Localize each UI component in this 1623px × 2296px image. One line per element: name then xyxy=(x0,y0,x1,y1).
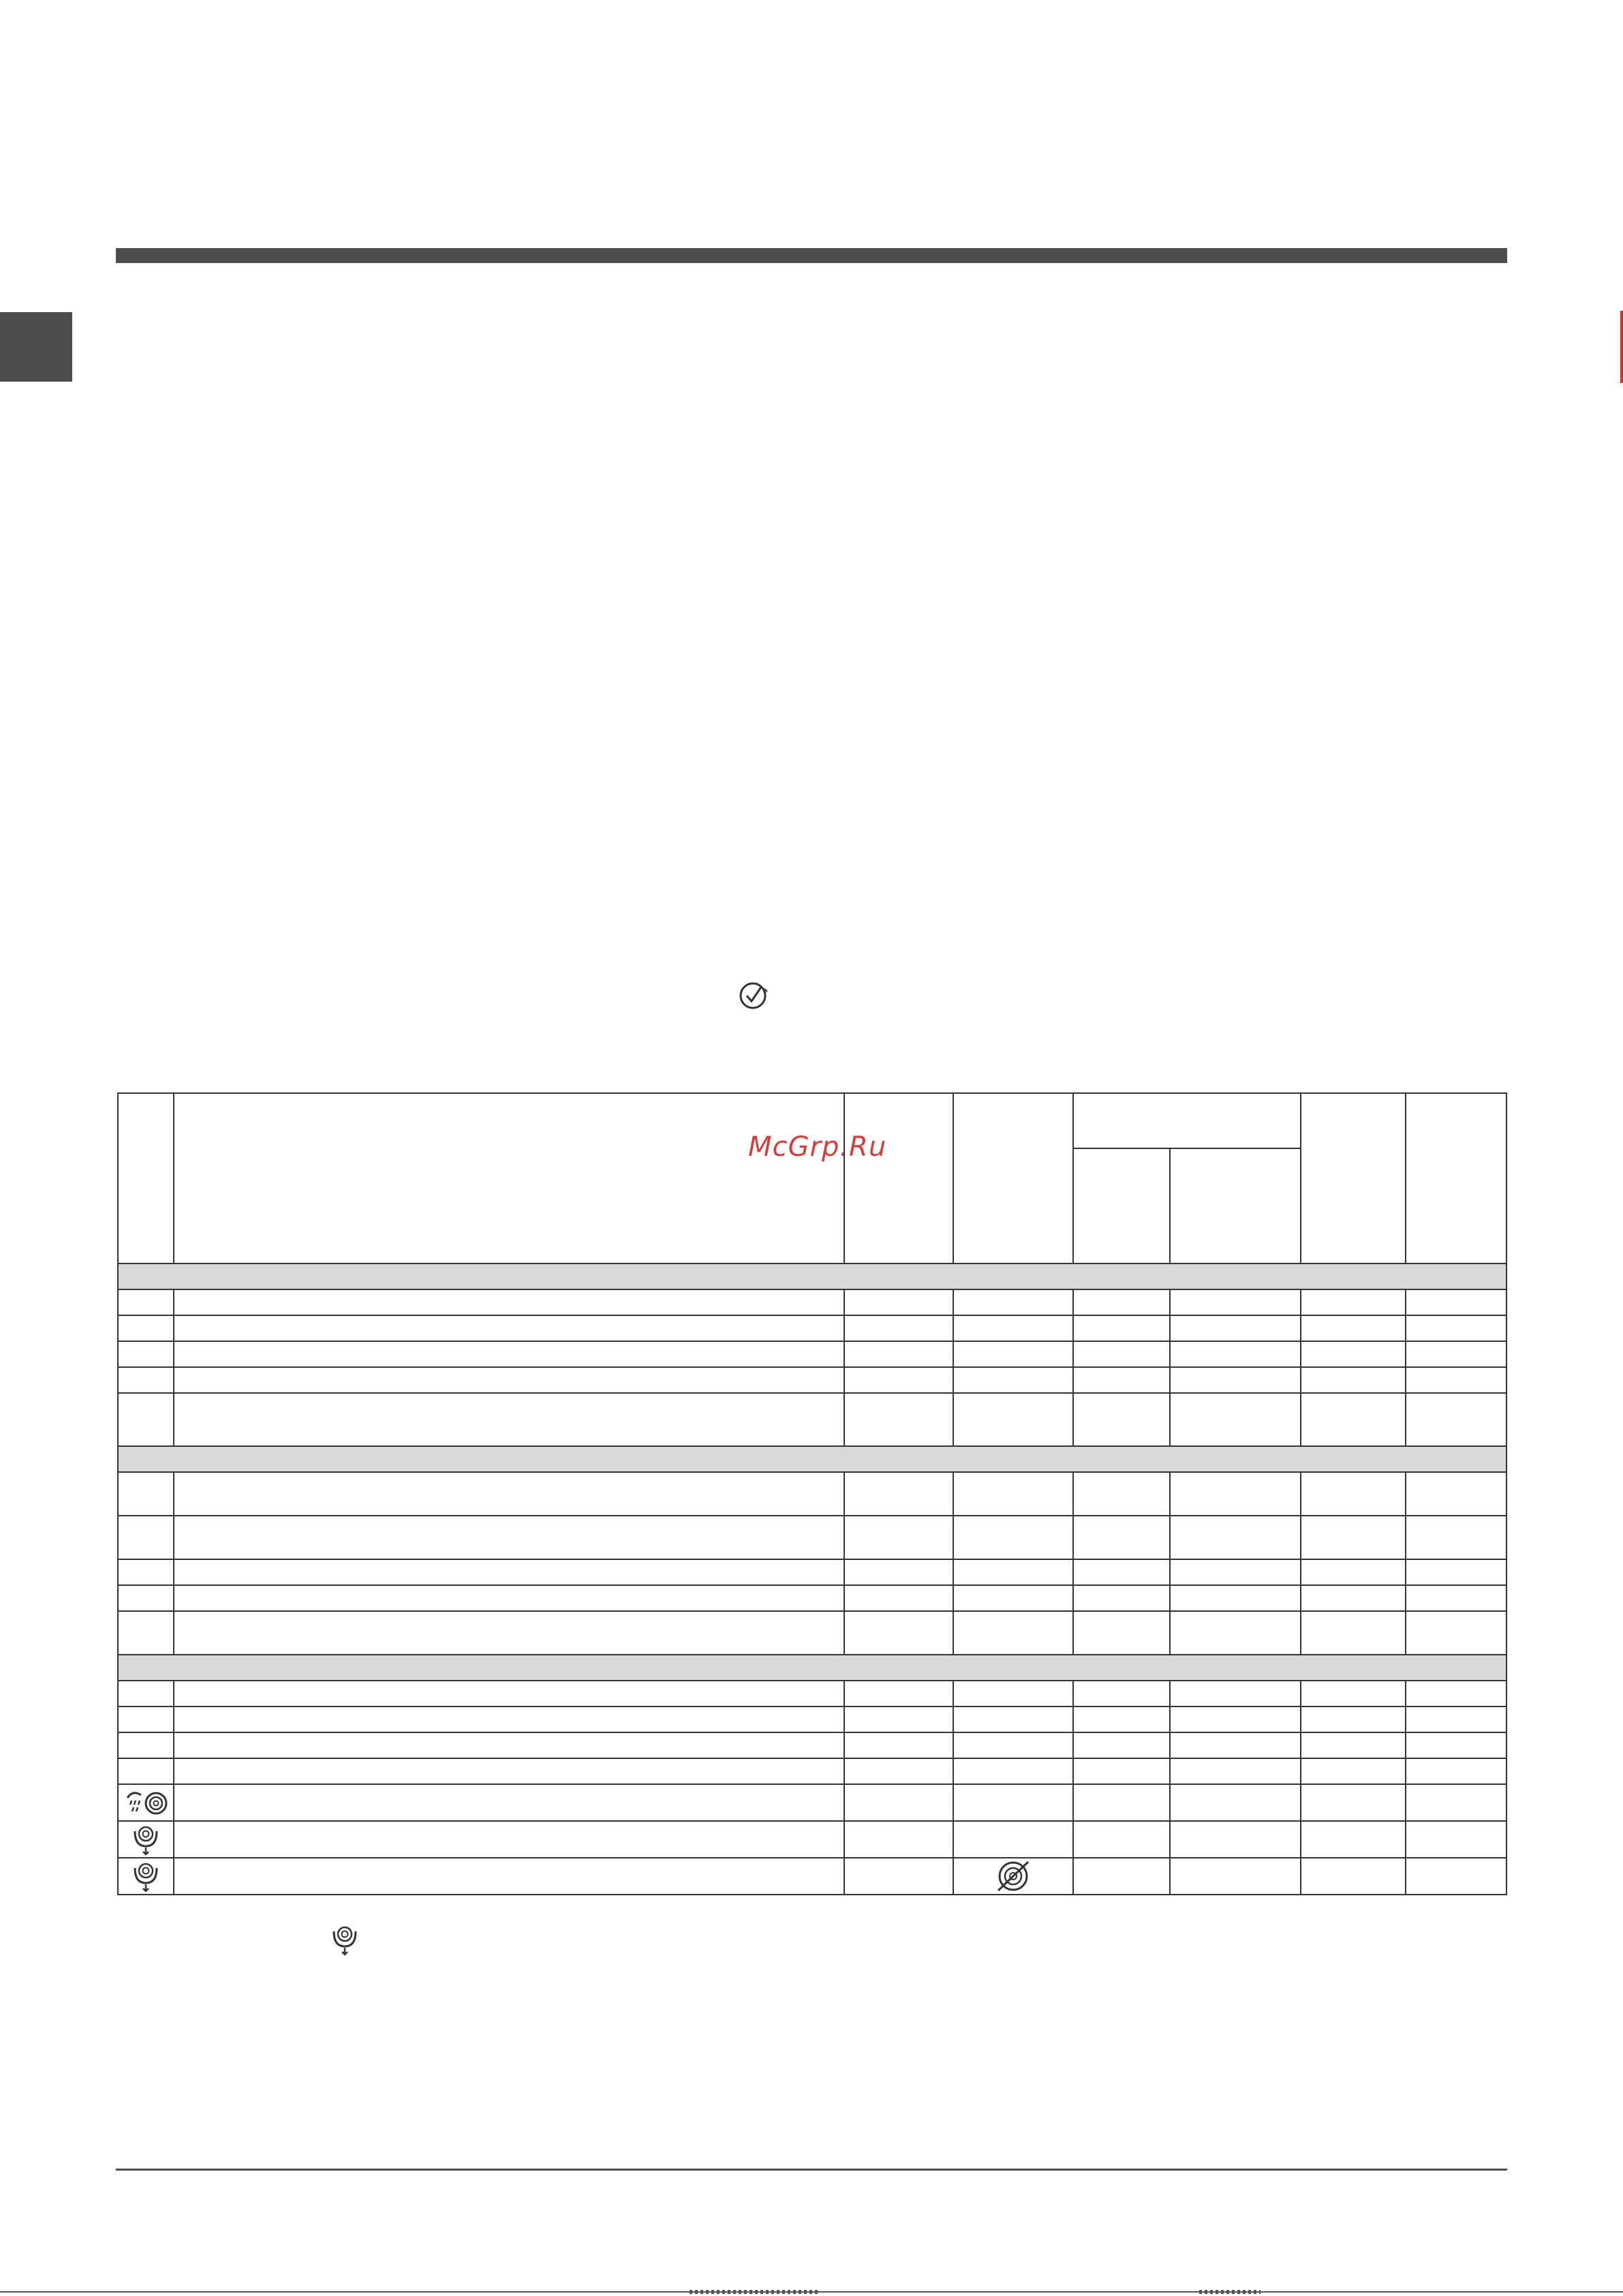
table-row xyxy=(118,1821,1506,1858)
table-row xyxy=(118,1341,1506,1367)
table-row xyxy=(118,1289,1506,1315)
edge-marker xyxy=(1620,311,1623,383)
header-cell xyxy=(1170,1148,1301,1264)
header-cell xyxy=(844,1093,953,1264)
header-rule xyxy=(116,248,1507,263)
spiral-drain-icon xyxy=(330,1923,360,1956)
table-row xyxy=(118,1858,1506,1895)
no-spin-icon xyxy=(953,1858,1073,1895)
header-cell xyxy=(1406,1093,1506,1264)
table-section-row xyxy=(118,1446,1506,1472)
header-cell xyxy=(118,1093,174,1264)
table-row xyxy=(118,1472,1506,1516)
shower-spiral-icon xyxy=(118,1784,174,1821)
table-row xyxy=(118,1784,1506,1821)
table-row xyxy=(118,1585,1506,1611)
table-section-row xyxy=(118,1264,1506,1289)
table-row xyxy=(118,1611,1506,1655)
table-row xyxy=(118,1732,1506,1758)
programs-table xyxy=(117,1092,1507,1895)
table-row xyxy=(118,1393,1506,1446)
table-row xyxy=(118,1516,1506,1559)
language-tab xyxy=(0,312,72,382)
table-row xyxy=(118,1706,1506,1732)
header-cell xyxy=(174,1093,844,1264)
table-row xyxy=(118,1367,1506,1393)
header-cell xyxy=(1073,1148,1170,1264)
spiral-drain-icon xyxy=(118,1858,174,1895)
table-row xyxy=(118,1315,1506,1341)
table-row xyxy=(118,1758,1506,1784)
table-row xyxy=(118,1559,1506,1585)
header-cell xyxy=(1301,1093,1406,1264)
footer-rule xyxy=(116,2169,1507,2171)
check-circle-icon xyxy=(739,979,770,1011)
header-cell xyxy=(953,1093,1073,1264)
table-section-row xyxy=(118,1655,1506,1681)
crop-mark xyxy=(690,2290,819,2294)
spiral-drain-icon xyxy=(118,1821,174,1858)
watermark: McGrp.Ru xyxy=(748,1131,887,1163)
table-row xyxy=(118,1681,1506,1706)
crop-mark xyxy=(1199,2290,1261,2294)
table-header-row xyxy=(118,1093,1506,1148)
header-cell xyxy=(1073,1093,1301,1148)
